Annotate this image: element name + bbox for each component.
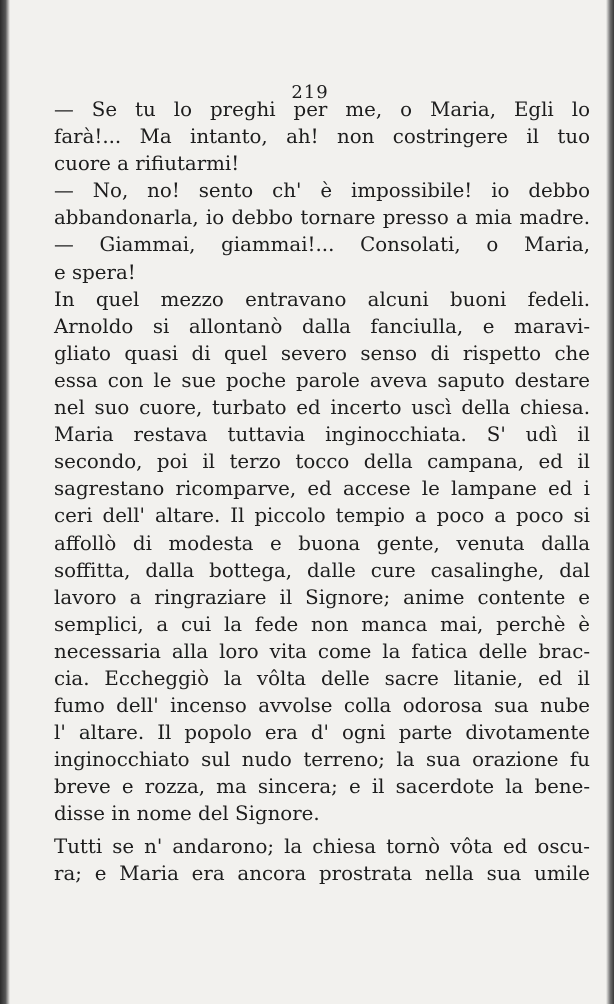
text-line: ceri dell' altare. Il piccolo tempio a poco a poco si: [54, 504, 590, 528]
book-edge-right: [606, 0, 614, 1004]
text-line: farà!... Ma intanto, ah! non costringere il tuo: [54, 125, 590, 149]
text-line: essa con le sue poche parole aveva saputo destare: [54, 368, 590, 392]
page-text: [54, 96, 590, 887]
text-line: ra; e Maria era ancora prostrata nella sua umile: [54, 861, 590, 885]
text-line: nel suo cuore, turbato ed incerto uscì della chiesa.: [54, 396, 590, 420]
text-line: fumo dell' incenso avvolse colla odorosa sua nube: [54, 694, 590, 718]
text-line: cuore a rifiutarmi!: [54, 152, 240, 176]
text-line: Tutti se n' andarono; la chiesa tornò vôta ed oscu-: [54, 834, 590, 858]
text-line: — No, no! sento ch' è impossibile! io debbo: [54, 179, 590, 203]
text-line: inginocchiato sul nudo terreno; la sua orazione fu: [54, 748, 590, 772]
text-line: secondo, poi il terzo tocco della campana, ed il: [54, 450, 590, 474]
text-line: gliato quasi di quel severo senso di rispetto che: [54, 341, 590, 365]
text-line: affollò di modesta e buona gente, venuta dalla: [54, 531, 590, 555]
text-line: — Giammai, giammai!... Consolati, o Maria,: [54, 233, 590, 257]
text-line: breve e rozza, ma sincera; e il sacerdote la bene-: [54, 775, 590, 799]
book-spine-left: [0, 0, 10, 1004]
text-line: e spera!: [54, 260, 136, 284]
book-page: [30, 0, 590, 1004]
text-line: semplici, a cui la fede non manca mai, perchè è: [54, 612, 590, 636]
text-line: sagrestano ricomparve, ed accese le lampane ed i: [54, 477, 590, 501]
text-line: lavoro a ringraziare il Signore; anime contente e: [54, 585, 590, 609]
text-line: In quel mezzo entravano alcuni buoni fedeli.: [54, 287, 590, 311]
text-line: Arnoldo si allontanò dalla fanciulla, e maravi-: [54, 314, 590, 338]
text-line: necessaria alla loro vita come la fatica delle brac-: [54, 639, 590, 663]
text-line: disse in nome del Signore.: [54, 802, 320, 826]
text-line: soffitta, dalla bottega, dalle cure casalinghe, dal: [54, 558, 590, 582]
text-line: abbandonarla, io debbo tornare presso a mia madre.: [54, 206, 590, 230]
page-number: 219: [291, 82, 329, 103]
text-line: — Se tu lo preghi per me, o Maria, Egli lo: [54, 98, 590, 121]
text-line: cia. Eccheggiò la vôlta delle sacre litanie, ed il: [54, 666, 590, 690]
text-line: Maria restava tuttavia inginocchiata. S' udì il: [54, 423, 590, 447]
text-line: l' altare. Il popolo era d' ogni parte divotamente: [54, 721, 590, 745]
